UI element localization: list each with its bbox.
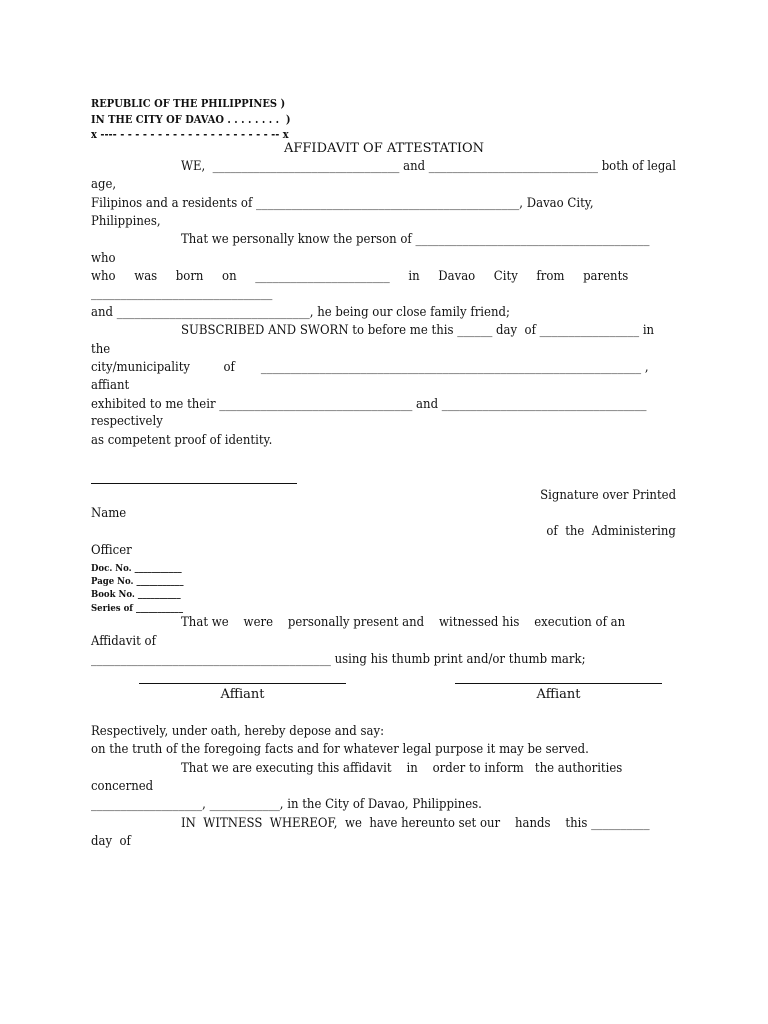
signature-name-label: Name — [91, 506, 127, 521]
born-line: who was born on _______________________ in Davao City from parents — [91, 269, 629, 284]
exhibited-line: exhibited to me their _________________________________ and ___________________________________ — [91, 397, 647, 412]
davao-city-line: ___________________, ____________, in the City of Davao, Philippines. — [91, 797, 482, 812]
legal-purpose-line: on the truth of the foregoing facts and for whatever legal purpose it may be served. — [91, 742, 589, 757]
officer-label: Officer — [91, 543, 132, 558]
affiant-right-label: Affiant — [536, 687, 581, 702]
witnessed-line: That we were personally present and witnessed his execution of an — [181, 615, 626, 630]
day-of-line: day of — [91, 834, 131, 849]
parents-blank-line: _______________________________ — [91, 286, 273, 301]
administering-label: of the Administering — [546, 524, 676, 539]
signature-rule — [91, 483, 297, 484]
affiant-left-rule — [139, 683, 346, 684]
page-number: Page No. ___________ — [91, 576, 184, 587]
header-divider: x ---- - - - - - - - - - - - - - - - - - - - - -- x — [91, 127, 289, 141]
age-line: age, — [91, 177, 117, 192]
family-friend-line: and _________________________________, he being our close family friend; — [91, 305, 510, 320]
concerned-line: concerned — [91, 779, 154, 794]
municipality-line: city/municipality of _________________________________________________________________ , — [91, 360, 649, 375]
thumbmark-line: _________________________________________ using his thumb print and/or thumb mark; — [91, 652, 586, 667]
affiant-right-rule — [455, 683, 662, 684]
we-line: WE, ________________________________ and _____________________________ both of legal — [181, 159, 676, 174]
doc-number: Doc. No. ___________ — [91, 563, 182, 574]
philippines-line: Philippines, — [91, 214, 161, 229]
affidavit-of-line: Affidavit of — [91, 634, 156, 649]
know-person-line: That we personally know the person of ________________________________________ — [181, 232, 650, 247]
depose-line: Respectively, under oath, hereby depose and say: — [91, 724, 385, 739]
document-title: AFFIDAVIT OF ATTESTATION — [284, 141, 484, 156]
header-city: IN THE CITY OF DAVAO . . . . . . . . ) — [91, 112, 291, 126]
series-of: Series of ___________ — [91, 603, 183, 614]
affiant-line: affiant — [91, 378, 130, 393]
in-witness-line: IN WITNESS WHEREOF, we have hereunto set our hands this __________ — [181, 816, 650, 831]
signature-printed-label: Signature over Printed — [540, 488, 676, 503]
executing-line: That we are executing this affidavit in order to inform the authorities — [181, 761, 623, 776]
who-line: who — [91, 251, 116, 266]
subscribed-line: SUBSCRIBED AND SWORN to before me this ______ day of _________________ in — [181, 323, 655, 338]
header-republic: REPUBLIC OF THE PHILIPPINES ) — [91, 96, 286, 110]
book-number: Book No. __________ — [91, 589, 181, 600]
affiant-left-label: Affiant — [220, 687, 265, 702]
residents-line: Filipinos and a residents of _____________________________________________, Davao City, — [91, 196, 594, 211]
proof-line: as competent proof of identity. — [91, 433, 273, 448]
respectively-line: respectively — [91, 414, 163, 429]
the-line: the — [91, 342, 111, 357]
